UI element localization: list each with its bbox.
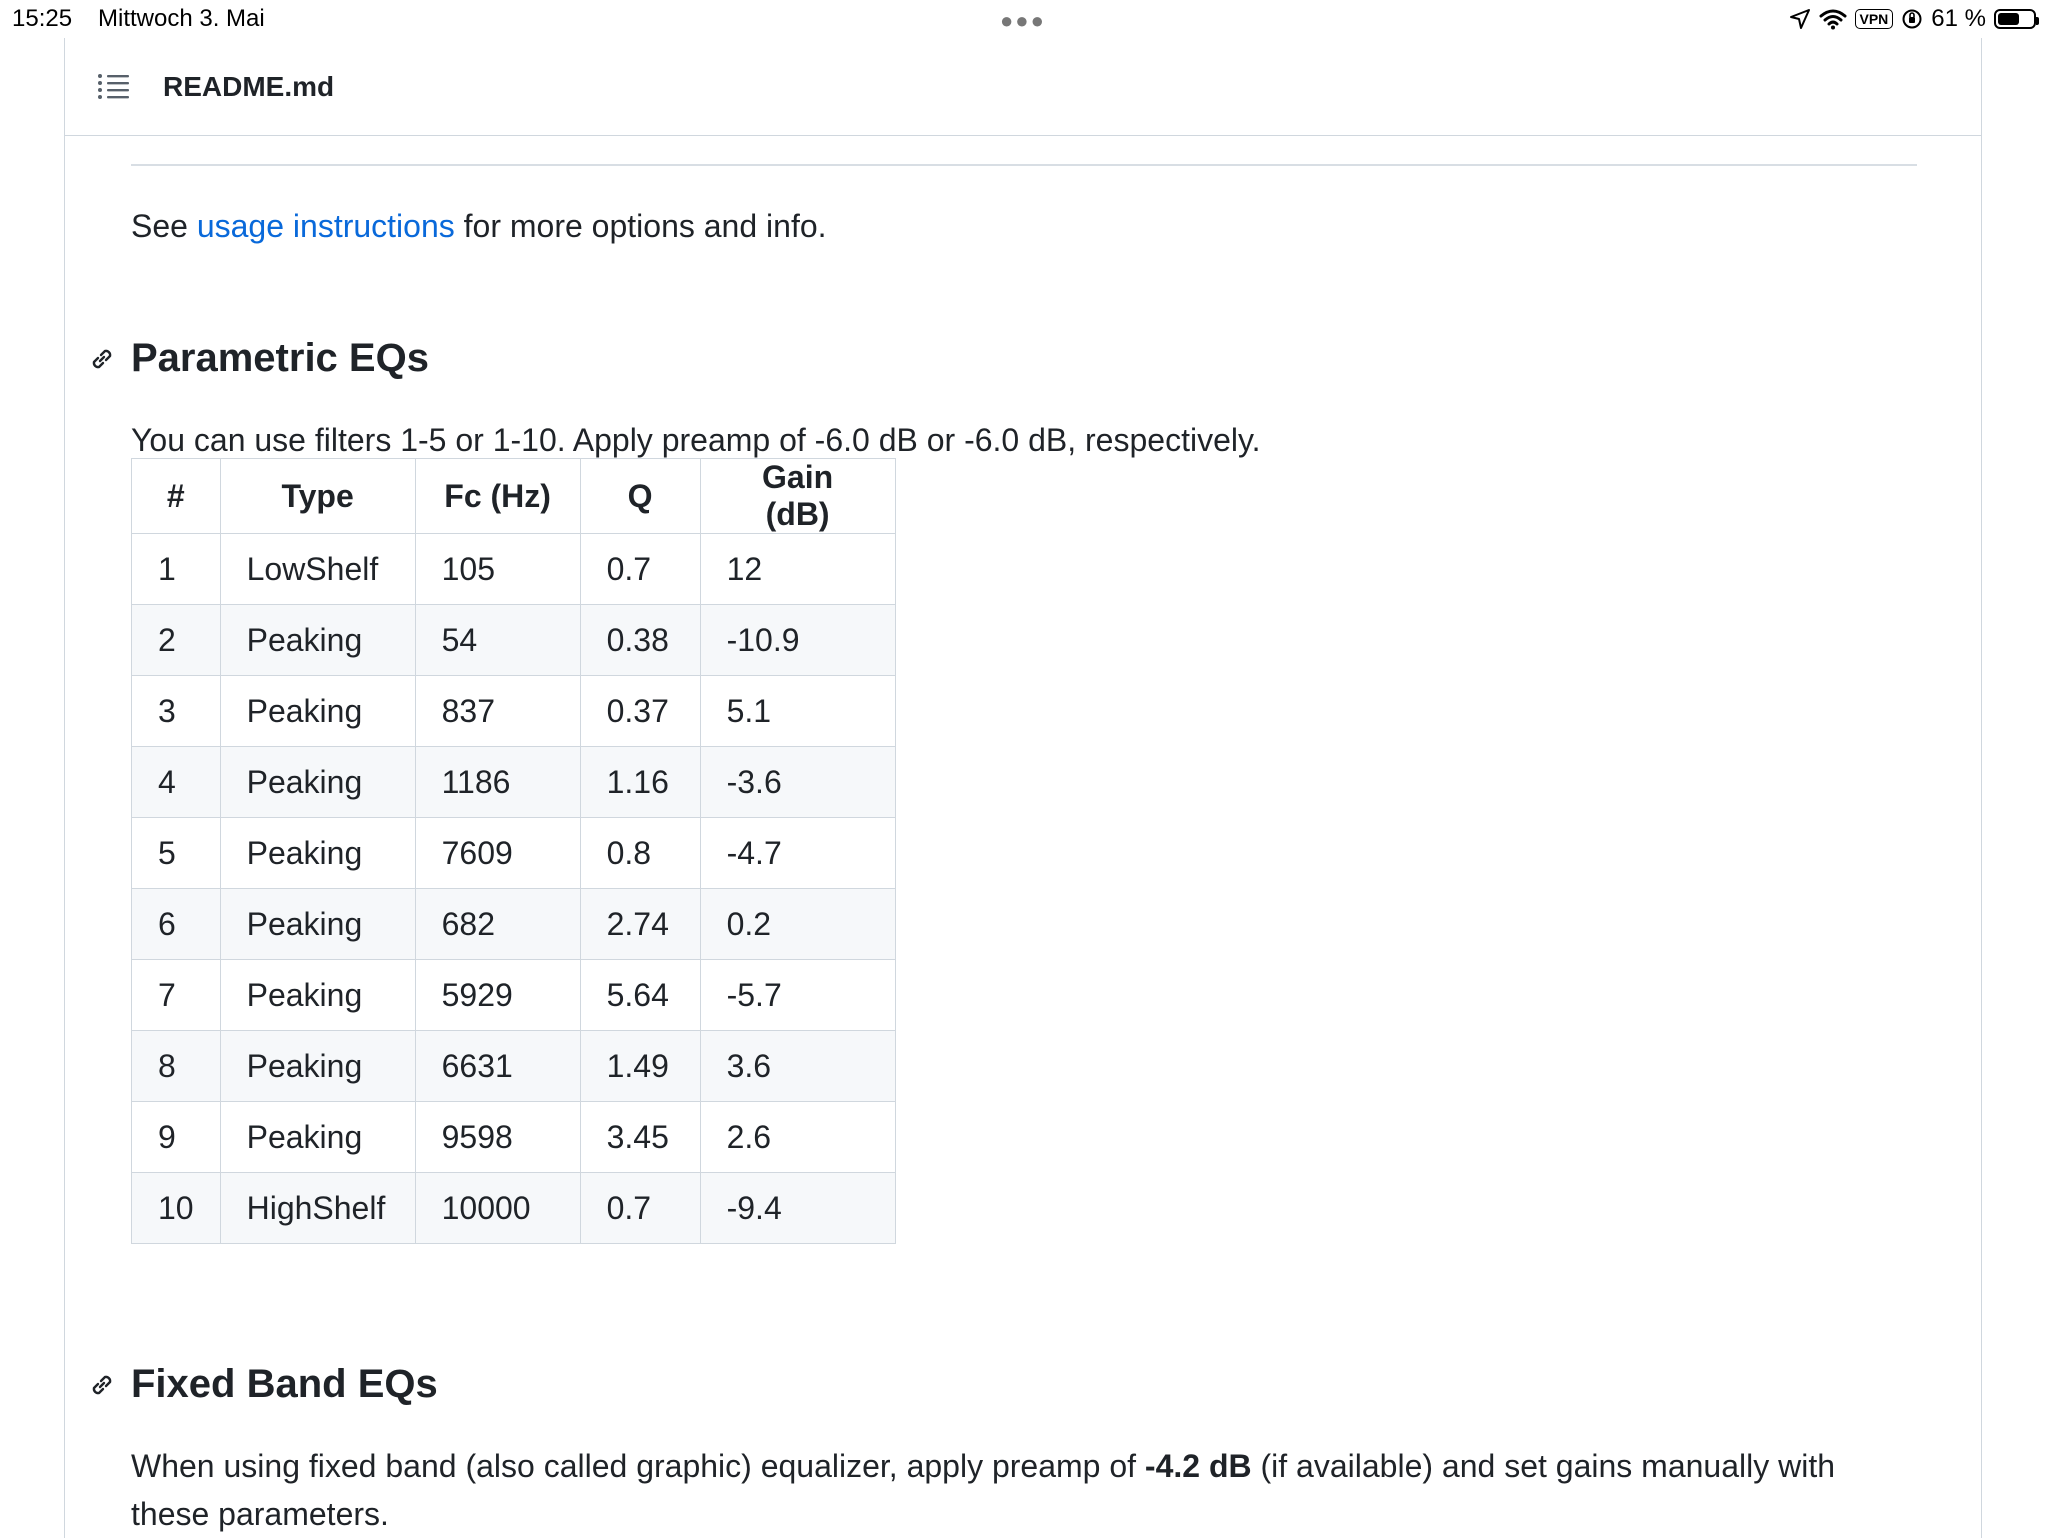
battery-cap: [2036, 17, 2039, 25]
status-bar: [0, 0, 2048, 38]
cell-number: 3: [132, 676, 221, 747]
cell-q: 1.49: [580, 1031, 700, 1102]
cell-fc: 5929: [415, 960, 580, 1031]
cell-gain: 0.2: [700, 889, 895, 960]
usage-instructions-link[interactable]: usage instructions: [196, 208, 455, 244]
table-row: [132, 605, 896, 676]
cell-fc: 10000: [415, 1173, 580, 1244]
status-time: 15:25: [12, 5, 73, 32]
table-row: [132, 1031, 896, 1102]
cell-fc: 1186: [415, 747, 580, 818]
table-row: [132, 1173, 896, 1244]
cell-gain: -3.6: [700, 747, 895, 818]
cell-number: 5: [132, 818, 221, 889]
cell-q: 0.7: [580, 1173, 700, 1244]
readme-file-box: [64, 38, 1982, 1538]
table-row: [132, 534, 896, 605]
table-row: [132, 1102, 896, 1173]
cell-number: 4: [132, 747, 221, 818]
multitasking-dots-icon[interactable]: ●●●: [1000, 8, 1046, 33]
cell-q: 0.38: [580, 605, 700, 676]
cell-q: 3.45: [580, 1102, 700, 1173]
link-anchor-icon[interactable]: [87, 1370, 117, 1400]
cell-type: Peaking: [220, 960, 415, 1031]
fixed-band-description: [131, 1442, 1917, 1538]
table-row: [132, 889, 896, 960]
cell-type: Peaking: [220, 818, 415, 889]
table-row: [132, 960, 896, 1031]
cell-number: 10: [132, 1173, 221, 1244]
cell-fc: 105: [415, 534, 580, 605]
column-header-number: #: [132, 459, 221, 534]
cell-type: Peaking: [220, 889, 415, 960]
table-row: [132, 676, 896, 747]
column-header-type: Type: [220, 459, 415, 534]
wifi-icon: [1819, 8, 1847, 30]
battery-icon: [1994, 9, 2036, 29]
section-divider: [131, 164, 1917, 166]
cell-gain: -4.7: [700, 818, 895, 889]
cell-type: LowShelf: [220, 534, 415, 605]
cell-q: 5.64: [580, 960, 700, 1031]
cell-number: 9: [132, 1102, 221, 1173]
list-icon[interactable]: [97, 72, 131, 102]
parametric-eq-table: [131, 458, 896, 1244]
usage-paragraph: [131, 204, 827, 248]
cell-q: 2.74: [580, 889, 700, 960]
link-anchor-icon[interactable]: [87, 344, 117, 374]
heading-fixed-band-eqs: [131, 1358, 438, 1410]
parametric-description: You can use filters 1-5 or 1-10. Apply preamp of -6.0 dB or -6.0 dB, respectively.: [131, 422, 1261, 458]
cell-gain: 12: [700, 534, 895, 605]
fixed-band-text-before: When using fixed band (also called graphic) equalizer, apply preamp of: [131, 1448, 1145, 1484]
cell-type: Peaking: [220, 747, 415, 818]
cell-type: Peaking: [220, 1102, 415, 1173]
usage-suffix: for more options and info.: [454, 208, 827, 244]
battery-percent: 61 %: [1931, 5, 1986, 32]
cell-gain: -9.4: [700, 1173, 895, 1244]
location-icon: [1789, 8, 1811, 30]
cell-number: 6: [132, 889, 221, 960]
cell-gain: 5.1: [700, 676, 895, 747]
cell-fc: 837: [415, 676, 580, 747]
heading-parametric-eqs: [131, 332, 429, 384]
cell-gain: 3.6: [700, 1031, 895, 1102]
cell-fc: 7609: [415, 818, 580, 889]
heading-text: Fixed Band EQs: [131, 1362, 438, 1406]
cell-gain: 2.6: [700, 1102, 895, 1173]
status-date: Mittwoch 3. Mai: [98, 5, 265, 32]
preamp-value: -4.2 dB: [1144, 1448, 1252, 1484]
file-header: [65, 38, 1981, 136]
cell-number: 7: [132, 960, 221, 1031]
cell-type: Peaking: [220, 1031, 415, 1102]
cell-number: 1: [132, 534, 221, 605]
table-row: [132, 747, 896, 818]
cell-fc: 9598: [415, 1102, 580, 1173]
cell-q: 0.7: [580, 534, 700, 605]
battery-level-fill: [1998, 13, 2019, 25]
cell-gain: -5.7: [700, 960, 895, 1031]
cell-type: Peaking: [220, 676, 415, 747]
cell-type: HighShelf: [220, 1173, 415, 1244]
cell-fc: 54: [415, 605, 580, 676]
orientation-lock-icon: [1901, 8, 1923, 30]
cell-q: 0.8: [580, 818, 700, 889]
column-header-gain: Gain (dB): [700, 459, 895, 534]
table-row: [132, 818, 896, 889]
file-name: README.md: [163, 71, 335, 102]
cell-gain: -10.9: [700, 605, 895, 676]
status-indicators: [1789, 5, 2037, 33]
vpn-badge: VPN: [1855, 9, 1894, 29]
cell-number: 2: [132, 605, 221, 676]
cell-q: 0.37: [580, 676, 700, 747]
fixed-band-text-after: (if available) and set gains manually with these parameters.: [131, 1448, 1836, 1532]
heading-text: Parametric EQs: [131, 336, 429, 380]
cell-fc: 6631: [415, 1031, 580, 1102]
column-header-fc: Fc (Hz): [415, 459, 580, 534]
table-header-row: [132, 459, 896, 534]
usage-prefix: See: [131, 208, 197, 244]
column-header-q: Q: [580, 459, 700, 534]
cell-fc: 682: [415, 889, 580, 960]
cell-type: Peaking: [220, 605, 415, 676]
cell-number: 8: [132, 1031, 221, 1102]
cell-q: 1.16: [580, 747, 700, 818]
